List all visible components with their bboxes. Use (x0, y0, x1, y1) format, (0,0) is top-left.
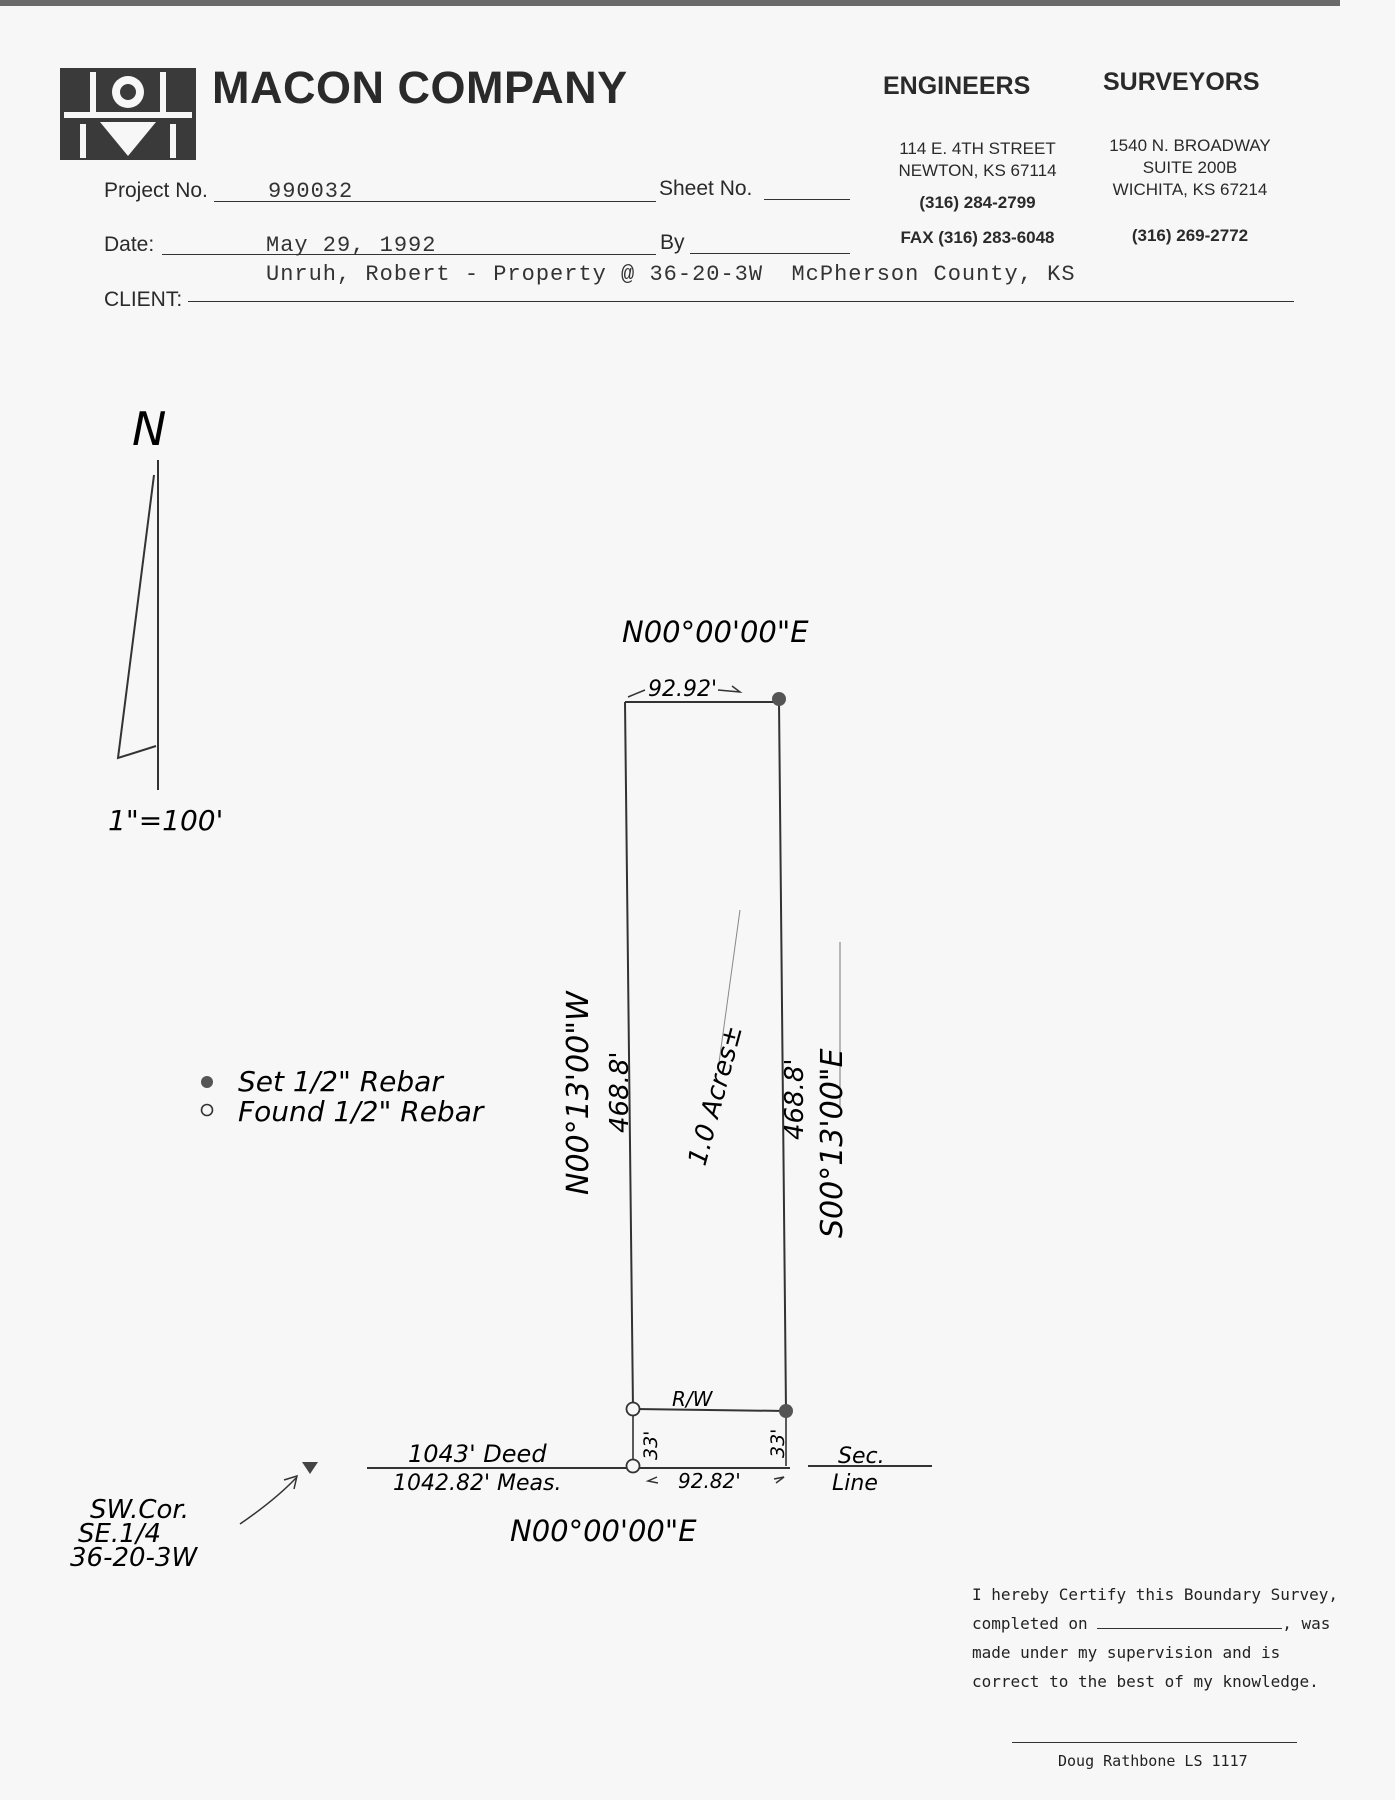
company-name: MACON COMPANY (212, 62, 628, 113)
certification-block (972, 1580, 1372, 1696)
legend-set-rebar-icon (201, 1076, 213, 1088)
cert-line-1: I hereby Certify this Boundary Survey, (972, 1585, 1339, 1604)
surveyors-address-3: WICHITA, KS 67214 (1112, 180, 1268, 199)
signer-name: Doug Rathbone LS 1117 (1058, 1752, 1248, 1770)
parcel-boundary (625, 702, 786, 1411)
surveyors-address-1: 1540 N. BROADWAY (1109, 136, 1271, 155)
top-bearing: N00°00'00"E (622, 615, 809, 649)
east-bearing: S00°13'00"E (815, 1048, 850, 1238)
cert-line-4: correct to the best of my knowledge. (972, 1672, 1319, 1691)
deed-distance: 1043' Deed (408, 1440, 547, 1468)
engineers-address-2: NEWTON, KS 67114 (898, 161, 1057, 180)
surveyors-title: SURVEYORS (1103, 68, 1260, 96)
cert-line-2b: , was (1282, 1614, 1331, 1633)
signature-line (1012, 1742, 1297, 1743)
surveyors-address-2: SUITE 200B (1142, 158, 1238, 177)
sheet-label: Sheet No. (659, 177, 753, 200)
engineers-phone: (316) 284-2799 (919, 193, 1036, 212)
cert-line-2 (972, 1609, 1372, 1638)
section-corner-triangle-icon (302, 1462, 318, 1474)
sec-line-label-1: Sec. (838, 1444, 885, 1469)
cert-line-3: made under my supervision and is (972, 1643, 1281, 1662)
measured-distance: 1042.82' Meas. (393, 1471, 562, 1496)
found-rebar-marker-sw (627, 1403, 640, 1416)
found-rebar-marker-sec (627, 1460, 640, 1473)
west-distance: 468.8' (605, 1051, 635, 1133)
by-label: By (660, 231, 685, 254)
east-distance: 468.8' (780, 1058, 810, 1140)
sec-line-label-2: Line (832, 1471, 878, 1496)
corner-label-1: SW.Cor. (90, 1495, 189, 1525)
area-label: 1.0 Acres± (682, 1022, 749, 1169)
bottom-bearing: N00°00'00"E (510, 1514, 697, 1548)
corner-label-2: SE.1/4 (78, 1519, 162, 1549)
top-distance: 92.92' (648, 677, 718, 702)
north-label: N (132, 402, 167, 456)
client-label: CLIENT: (104, 288, 183, 311)
client-value: Unruh, Robert - Property @ 36-20-3W McPherson County, KS (266, 262, 1076, 287)
surveyors-phone: (316) 269-2772 (1131, 226, 1249, 245)
cert-line-2a: completed on (972, 1614, 1088, 1633)
corner-leader-arrow (240, 1476, 297, 1524)
set-rebar-marker-ne (772, 692, 786, 706)
rw-width-left: 33' (640, 1430, 662, 1460)
engineers-fax: FAX (316) 283-6048 (900, 228, 1055, 247)
engineers-address-1: 114 E. 4TH STREET (899, 139, 1056, 158)
legend-set-rebar: Set 1/2" Rebar (238, 1065, 443, 1098)
date-value: May 29, 1992 (266, 233, 437, 258)
project-label: Project No. (104, 179, 208, 202)
bottom-distance: 92.82' (678, 1469, 741, 1493)
set-rebar-marker-se (779, 1404, 793, 1418)
legend-found-rebar: Found 1/2" Rebar (238, 1095, 484, 1128)
engineers-title: ENGINEERS (883, 72, 1031, 100)
rw-width-right: 33' (767, 1428, 789, 1458)
scale-label: 1"=100' (108, 804, 224, 837)
completed-on-blank (1097, 1614, 1282, 1629)
legend-found-rebar-icon (202, 1105, 213, 1116)
project-number: 990032 (268, 179, 354, 204)
north-arrow-icon (118, 460, 158, 790)
rw-label: R/W (672, 1387, 713, 1411)
corner-label-3: 36-20-3W (70, 1543, 198, 1573)
date-label: Date: (104, 233, 155, 256)
west-bearing: N00°13'00"W (561, 991, 596, 1195)
